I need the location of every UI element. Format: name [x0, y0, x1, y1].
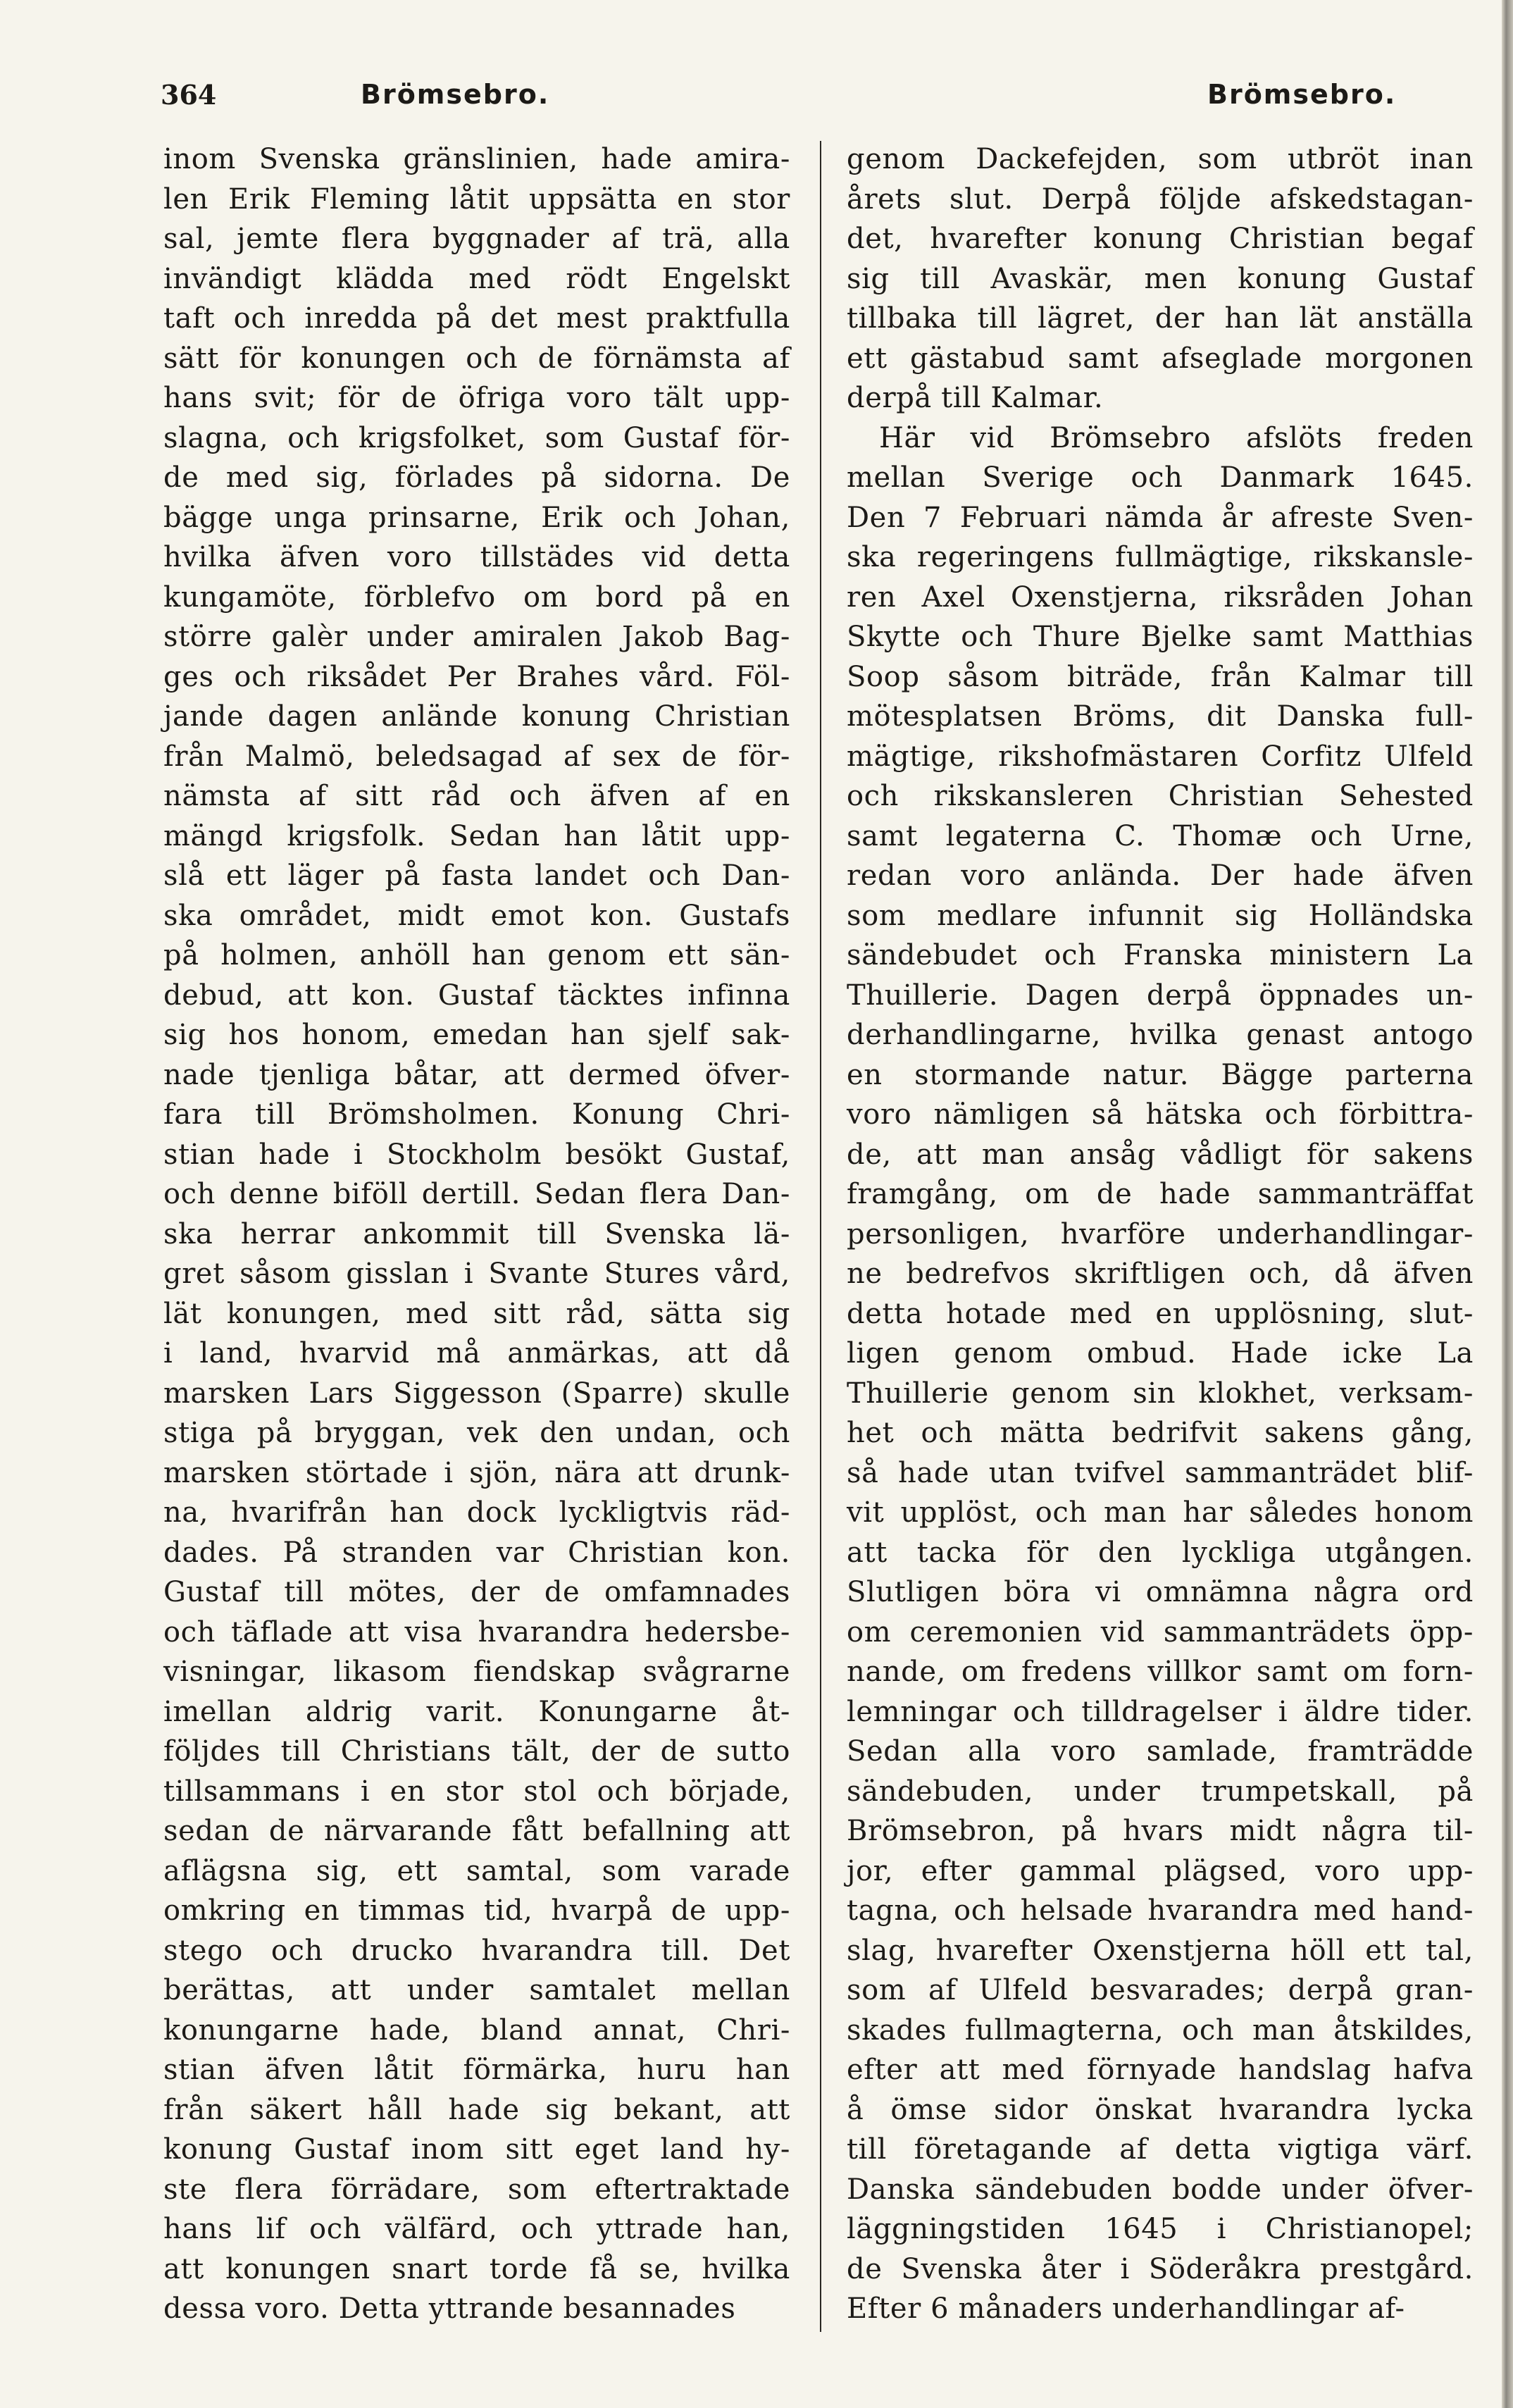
- right-text-column: [847, 139, 1474, 2329]
- text-line: så hade utan tvifvel sammanträdet blif-: [847, 1456, 1474, 1489]
- text-line: personligen, hvarföre underhandlingar-: [847, 1217, 1474, 1250]
- text-line: sig till Avaskär, men konung Gustaf: [847, 262, 1474, 295]
- text-line: debud, att kon. Gustaf täcktes infinna: [163, 979, 790, 1012]
- text-line: visningar, likasom fiendskap svågrarne: [163, 1656, 790, 1688]
- text-line: samt legaterna C. Thomæ och Urne,: [847, 819, 1474, 852]
- text-line: invändigt klädda med rödt Engelskt: [163, 262, 790, 295]
- text-line: ska området, midt emot kon. Gustafs: [163, 899, 790, 932]
- text-line: ren Axel Oxenstjerna, riksråden Johan: [847, 581, 1474, 614]
- text-line: ska regeringens fullmägtige, rikskansle-: [847, 541, 1474, 573]
- text-line: Danska sändebuden bodde under öfver-: [847, 2173, 1474, 2206]
- text-line: Sedan alla voro samlade, framträdde: [847, 1735, 1474, 1768]
- text-line: det, hvarefter konung Christian begaf: [847, 223, 1474, 255]
- text-line: konung Gustaf inom sitt eget land hy-: [163, 2133, 790, 2166]
- text-line: ska herrar ankommit till Svenska lä-: [163, 1217, 790, 1250]
- text-line: taft och inredda på det mest praktfulla: [163, 302, 790, 335]
- text-line: stian hade i Stockholm besökt Gustaf,: [163, 1138, 790, 1171]
- text-line: framgång, om de hade sammanträffat: [847, 1178, 1474, 1210]
- text-line: och rikskansleren Christian Sehested: [847, 780, 1474, 812]
- left-text-column: [163, 139, 790, 2329]
- text-line: marsken Lars Siggesson (Sparre) skulle: [163, 1377, 790, 1410]
- text-line: läggningstiden 1645 i Christianopel;: [847, 2213, 1474, 2245]
- text-line: ne bedrefvos skriftligen och, då äfven: [847, 1258, 1474, 1290]
- text-line: årets slut. Derpå följde afskedstagan-: [847, 182, 1474, 216]
- text-line: att tacka för den lyckliga utgången.: [847, 1536, 1474, 1569]
- text-line: de med sig, förlades på sidorna. De: [163, 461, 790, 494]
- column-divider: [820, 141, 821, 2332]
- text-line: hvilka äfven voro tillstädes vid detta: [163, 541, 790, 573]
- text-line: som af Ulfeld besvarades; derpå gran-: [847, 1974, 1474, 2006]
- running-title-left: Brömsebro.: [361, 79, 550, 110]
- text-line: mägtige, rikshofmästaren Corfitz Ulfeld: [847, 740, 1474, 773]
- text-line: inom Svenska gränslinien, hade amira-: [163, 143, 790, 175]
- text-line: sätt för konungen och de förnämsta af: [163, 342, 790, 375]
- text-line: en stormande natur. Bägge parterna: [847, 1058, 1474, 1091]
- text-line: hans svit; för de öfriga voro tält upp-: [163, 382, 790, 414]
- text-line: mötesplatsen Bröms, dit Danska full-: [847, 700, 1474, 733]
- text-line: Gustaf till mötes, der de omfamnades: [163, 1576, 790, 1608]
- text-line: Den 7 Februari nämda år afreste Sven-: [847, 501, 1474, 534]
- text-line: nande, om fredens villkor samt om forn-: [847, 1656, 1474, 1688]
- text-line: mängd krigsfolk. Sedan han låtit upp-: [163, 819, 790, 852]
- text-line: tillsammans i en stor stol och började,: [163, 1775, 790, 1808]
- text-line: och täflade att visa hvarandra hedersbe-: [163, 1615, 790, 1649]
- text-line: mellan Sverige och Danmark 1645.: [847, 461, 1474, 494]
- text-line: lemningar och tilldragelser i äldre tider.: [847, 1695, 1474, 1728]
- text-line: vit upplöst, och man har således honom: [847, 1496, 1474, 1529]
- text-line: fara till Brömsholmen. Konung Chri-: [163, 1098, 790, 1131]
- text-line: sedan de närvarande fått befallning att: [163, 1815, 790, 1847]
- text-line: het och mätta bedrifvit sakens gång,: [847, 1417, 1474, 1449]
- text-line: slagna, och krigsfolket, som Gustaf för-: [163, 421, 790, 454]
- text-line: dessa voro. Detta yttrande besannades: [163, 2292, 736, 2325]
- text-line: från Malmö, beledsagad af sex de för-: [163, 740, 790, 773]
- text-line: Här vid Brömsebro afslöts freden: [879, 421, 1474, 454]
- text-line: ste flera förrädare, som eftertraktade: [163, 2173, 790, 2206]
- text-line: på holmen, anhöll han genom ett sän-: [163, 939, 790, 972]
- text-line: hans lif och välfärd, och yttrade han,: [163, 2213, 790, 2245]
- text-line: len Erik Fleming låtit uppsätta en stor: [163, 182, 790, 216]
- text-line: stego och drucko hvarandra till. Det: [163, 1934, 790, 1967]
- text-line: kungamöte, förblefvo om bord på en: [163, 581, 790, 614]
- text-line: imellan aldrig varit. Konungarne åt-: [163, 1695, 790, 1728]
- text-line: efter att med förnyade handslag hafva: [847, 2054, 1474, 2086]
- text-line: detta hotade med en upplösning, slut-: [847, 1297, 1474, 1330]
- text-line: marsken störtade i sjön, nära att drunk-: [163, 1456, 790, 1489]
- text-line: att konungen snart torde få se, hvilka: [163, 2252, 790, 2285]
- text-line: sändebudet och Franska ministern La: [847, 939, 1474, 972]
- text-line: omkring en timmas tid, hvarpå de upp-: [163, 1894, 790, 1927]
- text-line: dades. På stranden var Christian kon.: [163, 1536, 790, 1569]
- text-line: berättas, att under samtalet mellan: [163, 1974, 790, 2006]
- text-line: lät konungen, med sitt råd, sätta sig: [163, 1297, 790, 1330]
- text-line: Soop såsom biträde, från Kalmar till: [847, 660, 1474, 693]
- text-line: konungarne hade, bland annat, Chri-: [163, 2013, 790, 2047]
- running-title-right: Brömsebro.: [1207, 79, 1397, 110]
- text-line: stiga på bryggan, vek den undan, och: [163, 1417, 790, 1449]
- text-line: derpå till Kalmar.: [847, 382, 1104, 414]
- text-line: å ömse sidor önskat hvarandra lycka: [847, 2093, 1474, 2126]
- text-line: bägge unga prinsarne, Erik och Johan,: [163, 501, 790, 534]
- text-line: tillbaka till lägret, der han lät anställa: [847, 302, 1474, 335]
- text-line: Efter 6 månaders underhandlingar af-: [847, 2292, 1405, 2325]
- page-edge-shadow: [1502, 0, 1513, 2408]
- text-line: de, att man ansåg vådligt för sakens: [847, 1138, 1474, 1171]
- text-line: i land, hvarvid må anmärkas, att då: [163, 1337, 790, 1370]
- text-line: ligen genom ombud. Hade icke La: [847, 1337, 1474, 1370]
- text-line: stian äfven låtit förmärka, huru han: [163, 2054, 790, 2086]
- text-line: de Svenska åter i Söderåkra prestgård.: [847, 2252, 1474, 2285]
- text-line: följdes till Christians tält, der de sutto: [163, 1735, 790, 1768]
- text-line: sal, jemte flera byggnader af trä, alla: [163, 223, 790, 255]
- text-line: som medlare infunnit sig Holländska: [847, 899, 1474, 932]
- text-line: tagna, och helsade hvarandra med hand-: [847, 1894, 1474, 1927]
- text-line: Slutligen böra vi omnämna några ord: [847, 1576, 1474, 1608]
- text-line: na, hvarifrån han dock lyckligtvis räd-: [163, 1496, 790, 1529]
- text-line: till företagande af detta vigtiga värf.: [847, 2133, 1474, 2166]
- text-line: från säkert håll hade sig bekant, att: [163, 2093, 790, 2126]
- text-line: derhandlingarne, hvilka genast antogo: [847, 1019, 1474, 1051]
- page-number: 364: [161, 79, 217, 111]
- text-line: ges och riksådet Per Brahes vård. Föl-: [163, 660, 790, 693]
- text-line: sig hos honom, emedan han sjelf sak-: [163, 1019, 790, 1051]
- text-line: slå ett läger på fasta landet och Dan-: [163, 859, 790, 892]
- text-line: om ceremonien vid sammanträdets öpp-: [847, 1615, 1474, 1649]
- text-line: och denne biföll dertill. Sedan flera Dan-: [163, 1178, 790, 1210]
- text-line: jande dagen anlände konung Christian: [163, 700, 790, 733]
- text-line: nade tjenliga båtar, att dermed öfver-: [163, 1058, 790, 1091]
- text-line: Brömsebron, på hvars midt några til-: [847, 1815, 1474, 1847]
- text-line: aflägsna sig, ett samtal, som varade: [163, 1854, 790, 1887]
- text-line: Skytte och Thure Bjelke samt Matthias: [847, 621, 1474, 653]
- text-line: redan voro anlända. Der hade äfven: [847, 859, 1474, 892]
- text-line: större galèr under amiralen Jakob Bag-: [163, 621, 790, 653]
- text-line: slag, hvarefter Oxenstjerna höll ett tal,: [847, 1934, 1474, 1967]
- text-line: voro nämligen så hätska och förbittra-: [847, 1098, 1474, 1131]
- text-line: nämsta af sitt råd och äfven af en: [163, 780, 790, 812]
- text-line: Thuillerie. Dagen derpå öppnades un-: [847, 979, 1474, 1012]
- text-line: sändebuden, under trumpetskall, på: [847, 1775, 1474, 1808]
- text-line: Thuillerie genom sin klokhet, verksam-: [847, 1377, 1474, 1410]
- text-line: gret såsom gisslan i Svante Stures vård,: [163, 1258, 790, 1290]
- running-head: [0, 79, 1513, 121]
- text-line: skades fullmagterna, och man åtskildes,: [847, 2013, 1474, 2047]
- text-line: genom Dackefejden, som utbröt inan: [847, 143, 1474, 175]
- text-line: jor, efter gammal plägsed, voro upp-: [847, 1854, 1474, 1887]
- text-line: ett gästabud samt afseglade morgonen: [847, 342, 1474, 375]
